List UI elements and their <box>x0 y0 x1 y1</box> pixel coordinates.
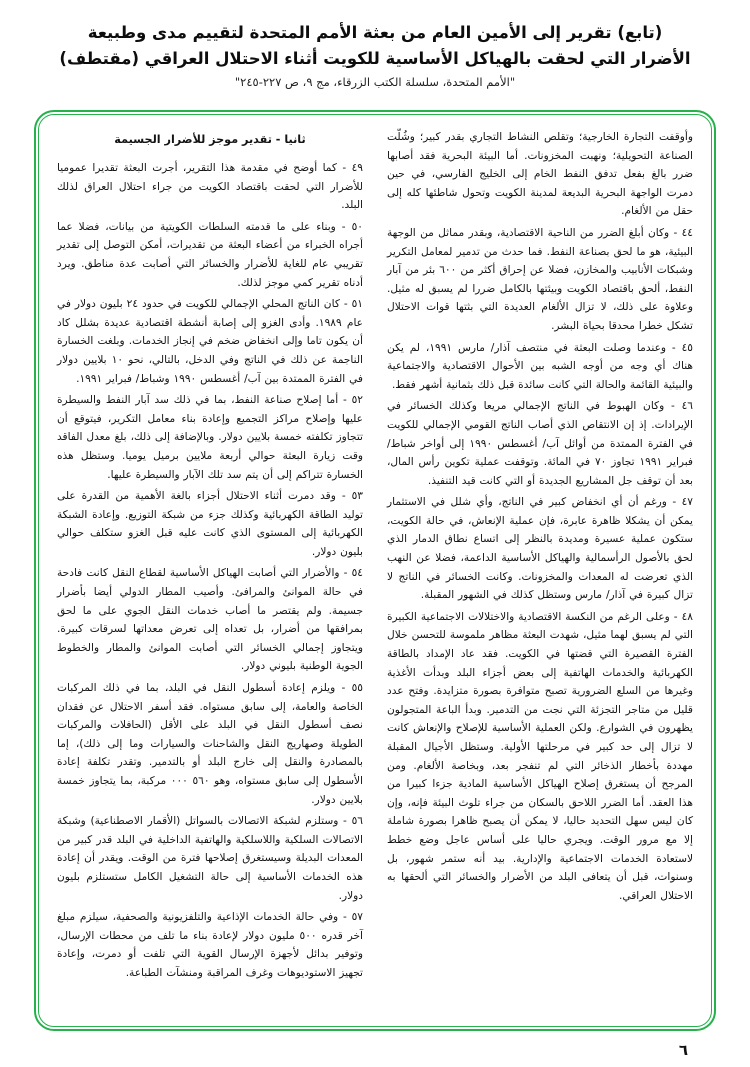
paragraph-45: ٤٥ - وعندما وصلت البعثة في منتصف آذار/ مارس ١٩٩١، لم يكن هناك أي وجه من أوجه الشبه بين الأحوال الاقتصادية والاجتماعية والبيئية القائمة والحالة التي كانت سائدة قبل ذلك بثمانية أشهر فقط. <box>387 341 693 391</box>
paragraph-52: ٥٢ - أما إصلاح صناعة النفط، بما في ذلك سد آبار النفط والسيطرة عليها وإصلاح مراكز التجميع وإعادة بناء معامل التكرير، فيتوقع أن تتجاوز تكلفته خمسة بلايين دولار. وبالإضافة إلى ذلك، بلغ معدل الفاقد وقت زيارة البعثة حوالي أربعة ملايين برميل يوميا. وستظل هذه الخسارة تتراكم إلى أن يتم سد تلك الآبار والسيطرة عليها. <box>57 394 363 481</box>
column-right <box>387 128 693 1016</box>
paragraph-57: ٥٧ - وفي حالة الخدمات الإذاعية والتلفزيونية والصحفية، سيلزم مبلغ آخر قدره ٥٠٠ مليون دولار لإعادة بناء ما تلف من محطات الإرسال، وتوفير بدائل لأجهزة الإرسال القوية التي تلفت أو دمرت، وإعادة تجهيز الاستوديوهات وغرف المراقبة ومنشآت الطباعة. <box>57 911 363 979</box>
green-border-frame <box>34 110 716 1031</box>
paragraph-49: ٤٩ - كما أوضح في مقدمة هذا التقرير، أجرت البعثة تقديرا عموميا للأضرار التي لحقت باقتصاد الكويت من جراء احتلال العراق لذلك البلد. <box>57 162 363 212</box>
text-columns <box>39 115 711 1026</box>
document-title-line1: (تابع) تقرير إلى الأمين العام من بعثة الأمم المتحدة لتقييم مدى وطبيعة <box>87 23 663 42</box>
paragraph-46: ٤٦ - وكان الهبوط في الناتج الإجمالي مريعا وكذلك الخسائر في الإيرادات. إذ إن الانتقاص الذي أصاب الناتج القومي الإجمالي للكويت في الفترة الممتدة من أوائل آب/ أغسطس ١٩٩٠ إلى أواخر شباط/ فبراير ١٩٩١ تجاوز ٧٠ في المائة. وتوقفت عملية تكوين رأس المال، بعد أن توقف جل المشاريع الجديدة أو التي كانت قيد التنفيذ. <box>387 400 693 487</box>
column-left <box>57 128 363 1016</box>
paragraph-48: ٤٨ - وعلى الرغم من النكسة الاقتصادية والاختلالات الاجتماعية الكبيرة التي لم يسبق لهما مثيل، شهدت البعثة مظاهر ملموسة للتحسن خلال الفترة القصيرة التي قضتها في الكويت. فقد عاد الإمداد بالطاقة الكهربائية والخدمات الهاتفية إلى بعض أجزاء البلد وبدأت الأغذية وغيرها من السلع الضرورية تصبح متوافرة بصورة متزايدة. وفتح عدد قليل من متاجر التجزئة التي نجت من التدمير. وبدأ الباعة المتجولون يظهرون في الشوارع. ولكن العملية الأساسية للإصلاح والإنعاش كانت لا تزال إلى حد كبير في مرحلتها الأولية. وستظل الأجيال المقبلة مهددة بأخطار الذخائر التي لم تنفجر بعد، وبخاصة الألغام. ومن المرجح أن يستغرق إصلاح الهياكل الأساسية المادية جزءا كبيرا من هذا العقد. أما الضرر اللاحق بالسكان من جراء تلوث البيئة فإنه، وإن كان ليس سهل التحديد حاليا، لا يمكن أن يصبح ظاهرا بصورة شاملة إلا مع مرور الوقت. ويجري حاليا على أساس عاجل وضع خطط لاستعادة الخدمات الاجتماعية والإدارية. بيد أنه ستمر شهور، بل وسنوات، قبل أن يتعافى البلد من الأضرار والخسائر التي ألحقها به الاحتلال العراقي. <box>387 610 693 902</box>
paragraph-56: ٥٦ - وستلزم لشبكة الاتصالات بالسواتل (الأقمار الاصطناعية) وشبكة الاتصالات السلكية واللاسلكية والهاتفية الداخلية في البلد قدر كبير من المعدات البديلة وسيستغرق إصلاحها فترة من الوقت. ويقدر أن إعادة هذه الخدمات الأساسية إلى حالة التشغيل الكامل ستستلزم بليون دولار. <box>57 815 363 902</box>
paragraph-44: ٤٤ - وكان أبلغ الضرر من الناحية الاقتصادية، وبقدر مماثل من الوجهة البيئية، هو ما لحق بصناعة النفط. فما حدث من تدمير لمعامل التكرير وشبكات الأنابيب والمخازن، فضلا عن إحراق أكثر من ٦٠٠ بئر من آبار النفط، ألحق باقتصاد الكويت وبيئتها بالكامل ضررا لم يسبق له مثيل. وعلاوة على ذلك، لا تزال الألغام العديدة التي بثتها قوات الاحتلال تشكل خطرا محدقا بحياة البشر. <box>387 226 693 332</box>
paragraph-55: ٥٥ - ويلزم إعادة أسطول النقل في البلد، بما في ذلك المركبات الخاصة والعامة، إلى سابق مستواه. فقد أسفر الاحتلال عن فقدان نصف أسطول النقل في البلد على الأقل (الحافلات والمركبات الطويلة وصهاريج النقل والشاحنات والسيارات وما إلى ذلك)، إما بالمصادرة والنقل إلى خارج البلد أو بالتدمير. وتقدر تكلفة إعادة الأسطول إلى سابق مستواه، وهو ٥٦٠ ٠٠٠ مركبة، بما يتجاوز خمسة بلايين دولار. <box>57 682 363 806</box>
document-title-line2: الأضرار التي لحقت بالهياكل الأساسية للكويت أثناء الاحتلال العراقي (مقتطف) <box>59 49 691 68</box>
green-border-frame-inner <box>38 114 712 1027</box>
page-number: ٦ <box>678 1041 688 1059</box>
paragraph-51: ٥١ - كان الناتج المحلي الإجمالي للكويت في حدود ٢٤ بليون دولار في عام ١٩٨٩. وأدى الغزو إلى إصابة أنشطة اقتصادية عديدة بشلل كاد أن يكون تاما وإلى انخفاض ضخم في إنجاز الخدمات. وبلغت الخسارة الناجمة عن ذلك في الناتج وفي الدخل، بالتالي، نحو ١٠ بلايين دولار في الفترة الممتدة بين آب/ أغسطس ١٩٩٠ وشباط/ فبراير ١٩٩١. <box>57 298 363 385</box>
paragraph-53: ٥٣ - وقد دمرت أثناء الاحتلال أجزاء بالغة الأهمية من القدرة على توليد الطاقة الكهربائية وكذلك جزء من شبكة التوزيع. وإعادة الشبكة الكهربائية إلى المستوى الذي كانت عليه قبل الغزو ستكلف حوالي بليون دولار. <box>57 490 363 558</box>
paragraph-47: ٤٧ - ورغم أن أي انخفاض كبير في الناتج، وأي شلل في الاستثمار يمكن أن يشكلا ظاهرة عابرة، فإن عملية الإنعاش، في حالة الكويت، ستكون عملية عسيرة ومديدة بالنظر إلى اتساع نطاق الدمار الذي لحق بالأصول الرأسمالية والهياكل الأساسية الداعمة، فضلا عن النهب الذي تعرضت له المعدات والمخزونات. وكانت الخسائر في الناتج لا تزال كبيرة في آذار/ مارس وستظل كذلك في الشهور المقبلة. <box>387 496 693 602</box>
paragraph-54: ٥٤ - والأضرار التي أصابت الهياكل الأساسية لقطاع النقل كانت فادحة في حالة الموانئ والمرافئ. وأصيب المطار الدولي أيضا بأضرار جسيمة. ولم يقتصر ما أصاب خدمات النقل الجوي على ما لحق بمرافقها من أضرار، بل تعداه إلى تعرض معداتها لسرقات كبيرة. ويتجاوز إجمالي الخسائر التي أصابت الموانئ والمطار والخطوط الجوية الوطنية بليوني دولار. <box>57 567 363 673</box>
document-header <box>0 0 750 89</box>
paragraph-continuation: وأوقفت التجارة الخارجية؛ وتقلص النشاط التجاري بقدر كبير؛ وشُلّت الصناعة التحويلية؛ ونهبت المخزونات. أما البيئة البحرية فقد أصابها ضرر بالغ بفعل تدفق النفط الخام إلى الخليج الفارسي، في حين دمرت الواجهة البحرية البديعة لمدينة الكويت وتحول شاطئها كله إلى حقل من الألغام. <box>387 131 693 218</box>
section-heading: ثانيا - تقدير موجز للأضرار الجسيمة <box>114 133 306 146</box>
document-citation: "الأمم المتحدة، سلسلة الكتب الزرقاء، مج ٩، ص ٢٢٧-٢٤٥" <box>234 75 516 89</box>
paragraph-50: ٥٠ - وبناء على ما قدمته السلطات الكويتية من بيانات، فضلا عما أجراه الخبراء من أعضاء البعثة من تقديرات، أمكن التوصل إلى تقدير تقريبي عام للغاية للأضرار والخسائر التي أصابت عدة مناطق. ويرد أدناه تقرير كمي موجز لذلك. <box>57 220 363 289</box>
